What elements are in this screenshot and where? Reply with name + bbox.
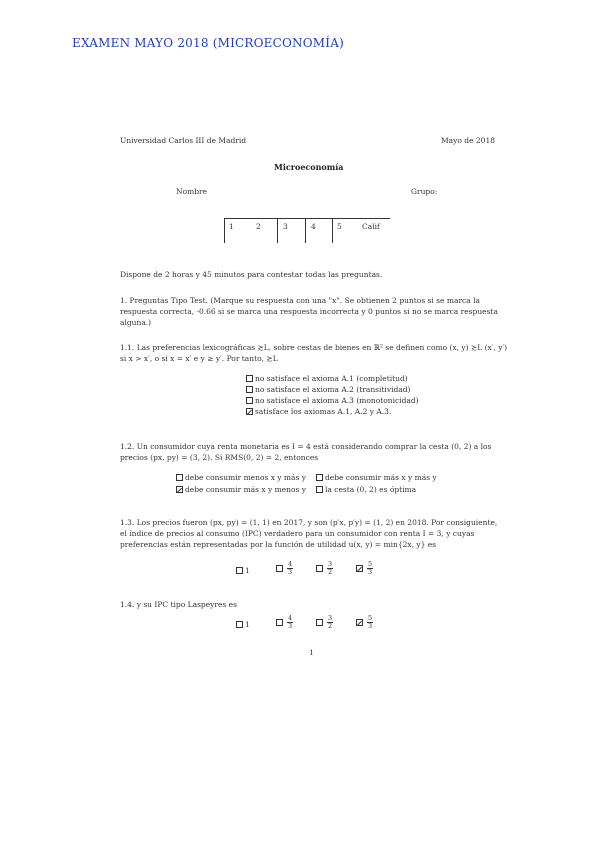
checkbox-icon[interactable] xyxy=(176,474,183,481)
page-header-title: EXAMEN MAYO 2018 (MICROECONOMÍA) xyxy=(72,36,344,50)
checked-checkbox-icon[interactable] xyxy=(246,408,253,415)
q1-3-line-2: el índice de precios al consumo (IPC) verdadero para un consumidor con renta I = 3, y cuyas xyxy=(120,529,475,538)
checked-checkbox-icon[interactable] xyxy=(176,486,183,493)
checkbox-icon[interactable] xyxy=(316,474,323,481)
q1-3-line-1: 1.3. Los precios fueron (px, py) = (1, 1) en 2017, y son (p′x, p′y) = (1, 2) en 2018. Por consiguiente, xyxy=(120,518,498,527)
checked-checkbox-icon[interactable] xyxy=(356,619,363,626)
checkbox-icon[interactable] xyxy=(316,619,323,626)
checkbox-icon[interactable] xyxy=(236,621,243,628)
q1-1-line-1: 1.1. Las preferencias lexicográficas ≿L, sobre cestas de bienes en ℝ² se definen como (x, y) ≿L (x′, y′) xyxy=(120,343,508,352)
q1-4-option-4[interactable]: $\frac{5}{3}$ xyxy=(356,615,373,630)
q1-2-line-1: 1.2. Un consumidor cuya renta monetaria es I = 4 está considerando comprar la cesta (0, 2) a los xyxy=(120,442,492,451)
checkbox-icon[interactable] xyxy=(246,397,253,404)
name-label: Nombre xyxy=(176,187,208,196)
checkbox-icon[interactable] xyxy=(246,386,253,393)
exam-date: Mayo de 2018 xyxy=(441,136,495,145)
checkbox-icon[interactable] xyxy=(316,565,323,572)
q1-3-option-3[interactable]: $\frac{3}{2}$ xyxy=(316,561,333,576)
q1-4-option-2[interactable]: $\frac{4}{3}$ xyxy=(276,615,293,630)
q1-1-option-1[interactable]: no satisface el axioma A.1 (completitud) xyxy=(246,374,408,383)
q1-4-option-3[interactable]: $\frac{3}{2}$ xyxy=(316,615,333,630)
q1-4-line: 1.4. y su IPC tipo Laspeyres es xyxy=(120,600,237,609)
q1-1-option-2[interactable]: no satisface el axioma A.2 (transitividad) xyxy=(246,385,410,394)
q1-2-option-4[interactable]: la cesta (0, 2) es óptima xyxy=(316,485,416,494)
grade-col-1: 1 xyxy=(229,222,234,231)
q1-1-line-2: si x > x′, o si x = x′ e y ≥ y′. Por tanto, ≿L xyxy=(120,354,278,363)
section1-line-1: 1. Preguntas Tipo Test. (Marque su respuesta con una "x". Se obtienen 2 puntos si se marca la xyxy=(120,296,480,305)
checkbox-icon[interactable] xyxy=(236,567,243,574)
university-label: Universidad Carlos III de Madrid xyxy=(120,136,247,145)
q1-1-option-4[interactable]: satisface los axiomas A.1, A.2 y A.3. xyxy=(246,407,391,416)
q1-3-line-3: preferencias están representadas por la función de utilidad u(x, y) = min{2x, y} es xyxy=(120,540,437,549)
grade-col-3: 3 xyxy=(283,222,288,231)
section1-line-3: alguna.) xyxy=(120,318,152,327)
checkbox-icon[interactable] xyxy=(246,375,253,382)
grade-col-4: 4 xyxy=(311,222,316,231)
exam-title: Microeconomía xyxy=(274,162,344,172)
grade-col-5: 5 xyxy=(337,222,342,231)
q1-3-option-1[interactable]: 1 xyxy=(236,566,250,575)
q1-1-option-3[interactable]: no satisface el axioma A.3 (monotonicidad) xyxy=(246,396,419,405)
group-label: Grupo: xyxy=(411,187,438,196)
page-number: 1 xyxy=(309,648,314,657)
q1-2-line-2: precios (px, py) = (3, 2). Si RMS(0, 2) = 2, entonces xyxy=(120,453,319,462)
q1-2-option-2[interactable]: debe consumir más x y más y xyxy=(316,473,437,482)
section1-line-2: respuesta correcta, -0.66 si se marca una respuesta incorrecta y 0 puntos si no se marca respuesta xyxy=(120,307,498,316)
grade-col-calif: Calif xyxy=(362,222,380,231)
q1-2-option-3[interactable]: debe consumir más x y menos y xyxy=(176,485,306,494)
instructions: Dispone de 2 horas y 45 minutos para contestar todas las preguntas. xyxy=(120,270,383,279)
checked-checkbox-icon[interactable] xyxy=(356,565,363,572)
q1-4-option-1[interactable]: 1 xyxy=(236,620,250,629)
checkbox-icon[interactable] xyxy=(276,619,283,626)
checkbox-icon[interactable] xyxy=(316,486,323,493)
grade-col-2: 2 xyxy=(256,222,261,231)
q1-3-option-4[interactable]: $\frac{5}{3}$ xyxy=(356,561,373,576)
q1-3-option-2[interactable]: $\frac{4}{3}$ xyxy=(276,561,293,576)
grade-table-top-rule xyxy=(224,218,390,219)
q1-2-option-1[interactable]: debe consumir menos x y más y xyxy=(176,473,306,482)
checkbox-icon[interactable] xyxy=(276,565,283,572)
